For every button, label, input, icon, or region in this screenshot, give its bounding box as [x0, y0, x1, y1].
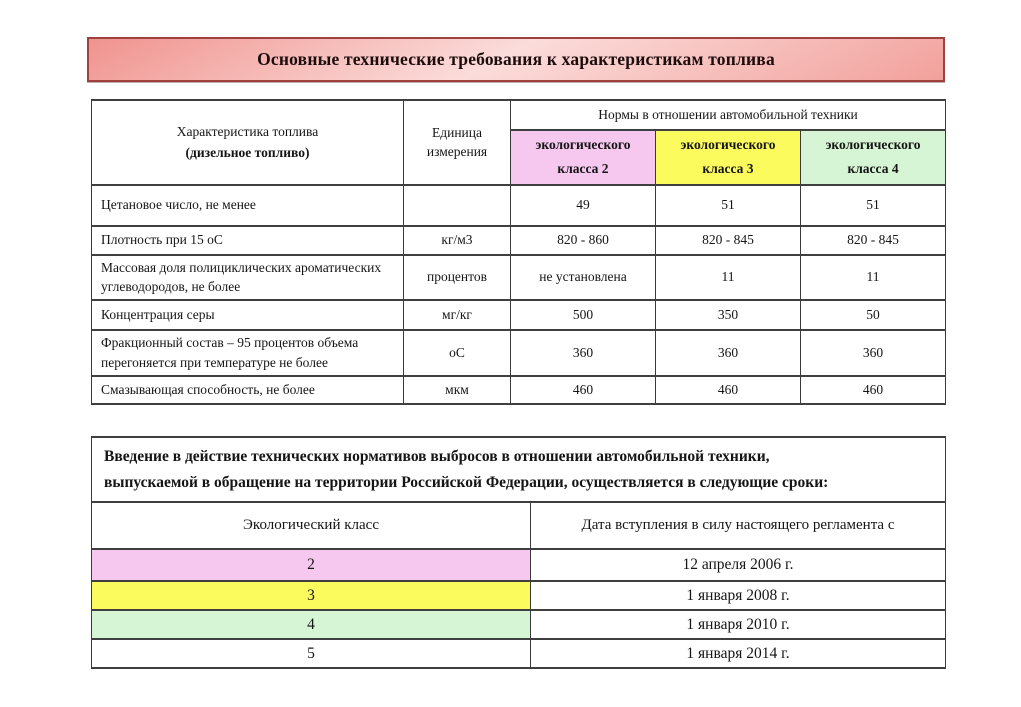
row-class3-value: 360 — [656, 330, 801, 376]
columns-header-row — [92, 502, 946, 549]
date-value: 12 апреля 2006 г. — [531, 549, 946, 581]
table-row-sulfur — [92, 300, 946, 330]
eco-class-value: 5 — [92, 639, 531, 668]
row-class2-value: 500 — [511, 300, 656, 330]
row-unit: мг/кг — [404, 300, 511, 330]
caption-row — [92, 437, 946, 502]
date-value: 1 января 2010 г. — [531, 610, 946, 639]
table-row-lubricity — [92, 376, 946, 404]
class3-column-header: экологического класса 3 — [656, 130, 801, 185]
row-name: Массовая доля полициклических ароматических углеводородов, не более — [92, 255, 404, 300]
row-unit — [404, 185, 511, 226]
row-name: Фракционный состав – 95 процентов объема перегоняется при температуре не более — [92, 330, 404, 376]
date-value: 1 января 2014 г. — [531, 639, 946, 668]
class2-column-header: экологического класса 2 — [511, 130, 656, 185]
fuel-characteristics-table — [91, 99, 946, 405]
row-unit: мкм — [404, 376, 511, 404]
title-banner — [87, 37, 945, 82]
norms-span-header: Нормы в отношении автомобильной техники — [511, 100, 946, 130]
date-column-header: Дата вступления в силу настоящего регламента с — [531, 502, 946, 549]
row-unit: кг/м3 — [404, 226, 511, 255]
row-unit: процентов — [404, 255, 511, 300]
unit-column-header: Единица измерения — [404, 100, 511, 185]
characteristic-header-line2: (дизельное топливо) — [185, 145, 310, 161]
row-class4-value: 460 — [801, 376, 946, 404]
class4-column-header: экологического класса 4 — [801, 130, 946, 185]
row-class2-value: 460 — [511, 376, 656, 404]
row-name: Плотность при 15 оС — [92, 226, 404, 255]
row-class2-value: не установлена — [511, 255, 656, 300]
caption-line2: выпускаемой в обращение на территории Российской Федерации, осуществляется в следующие сроки: — [104, 473, 829, 491]
row-class3-value: 11 — [656, 255, 801, 300]
row-class4-value: 50 — [801, 300, 946, 330]
eco-class-value: 4 — [92, 610, 531, 639]
eco-class-value: 2 — [92, 549, 531, 581]
date-value: 1 января 2008 г. — [531, 581, 946, 610]
characteristic-column-header — [92, 100, 404, 185]
row-name: Цетановое число, не менее — [92, 185, 404, 226]
table-row-class3 — [92, 581, 946, 610]
row-class3-value: 460 — [656, 376, 801, 404]
table-row-fractional — [92, 330, 946, 376]
row-class2-value: 49 — [511, 185, 656, 226]
table-row-aromatics — [92, 255, 946, 300]
row-class2-value: 360 — [511, 330, 656, 376]
table-row-class5 — [92, 639, 946, 668]
row-class3-value: 820 - 845 — [656, 226, 801, 255]
introduction-dates-table — [91, 436, 946, 669]
row-class3-value: 350 — [656, 300, 801, 330]
row-class3-value: 51 — [656, 185, 801, 226]
characteristic-header-line1: Характеристика топлива — [176, 123, 319, 139]
eco-class-column-header: Экологический класс — [92, 502, 531, 549]
eco-class-value: 3 — [92, 581, 531, 610]
row-name: Концентрация серы — [92, 300, 404, 330]
page-title: Основные технические требования к характеристикам топлива — [257, 49, 775, 69]
row-unit: оС — [404, 330, 511, 376]
row-class4-value: 360 — [801, 330, 946, 376]
row-name: Смазывающая способность, не более — [92, 376, 404, 404]
table-header-row — [92, 100, 946, 130]
table-row-class2 — [92, 549, 946, 581]
row-class4-value: 51 — [801, 185, 946, 226]
row-class4-value: 820 - 845 — [801, 226, 946, 255]
row-class2-value: 820 - 860 — [511, 226, 656, 255]
caption-line1: Введение в действие технических нормативов выбросов в отношении автомобильной техники, — [104, 448, 770, 465]
table-caption — [92, 437, 946, 502]
table-row-class4 — [92, 610, 946, 639]
row-class4-value: 11 — [801, 255, 946, 300]
table-row-density — [92, 226, 946, 255]
table-row-cetane — [92, 185, 946, 226]
